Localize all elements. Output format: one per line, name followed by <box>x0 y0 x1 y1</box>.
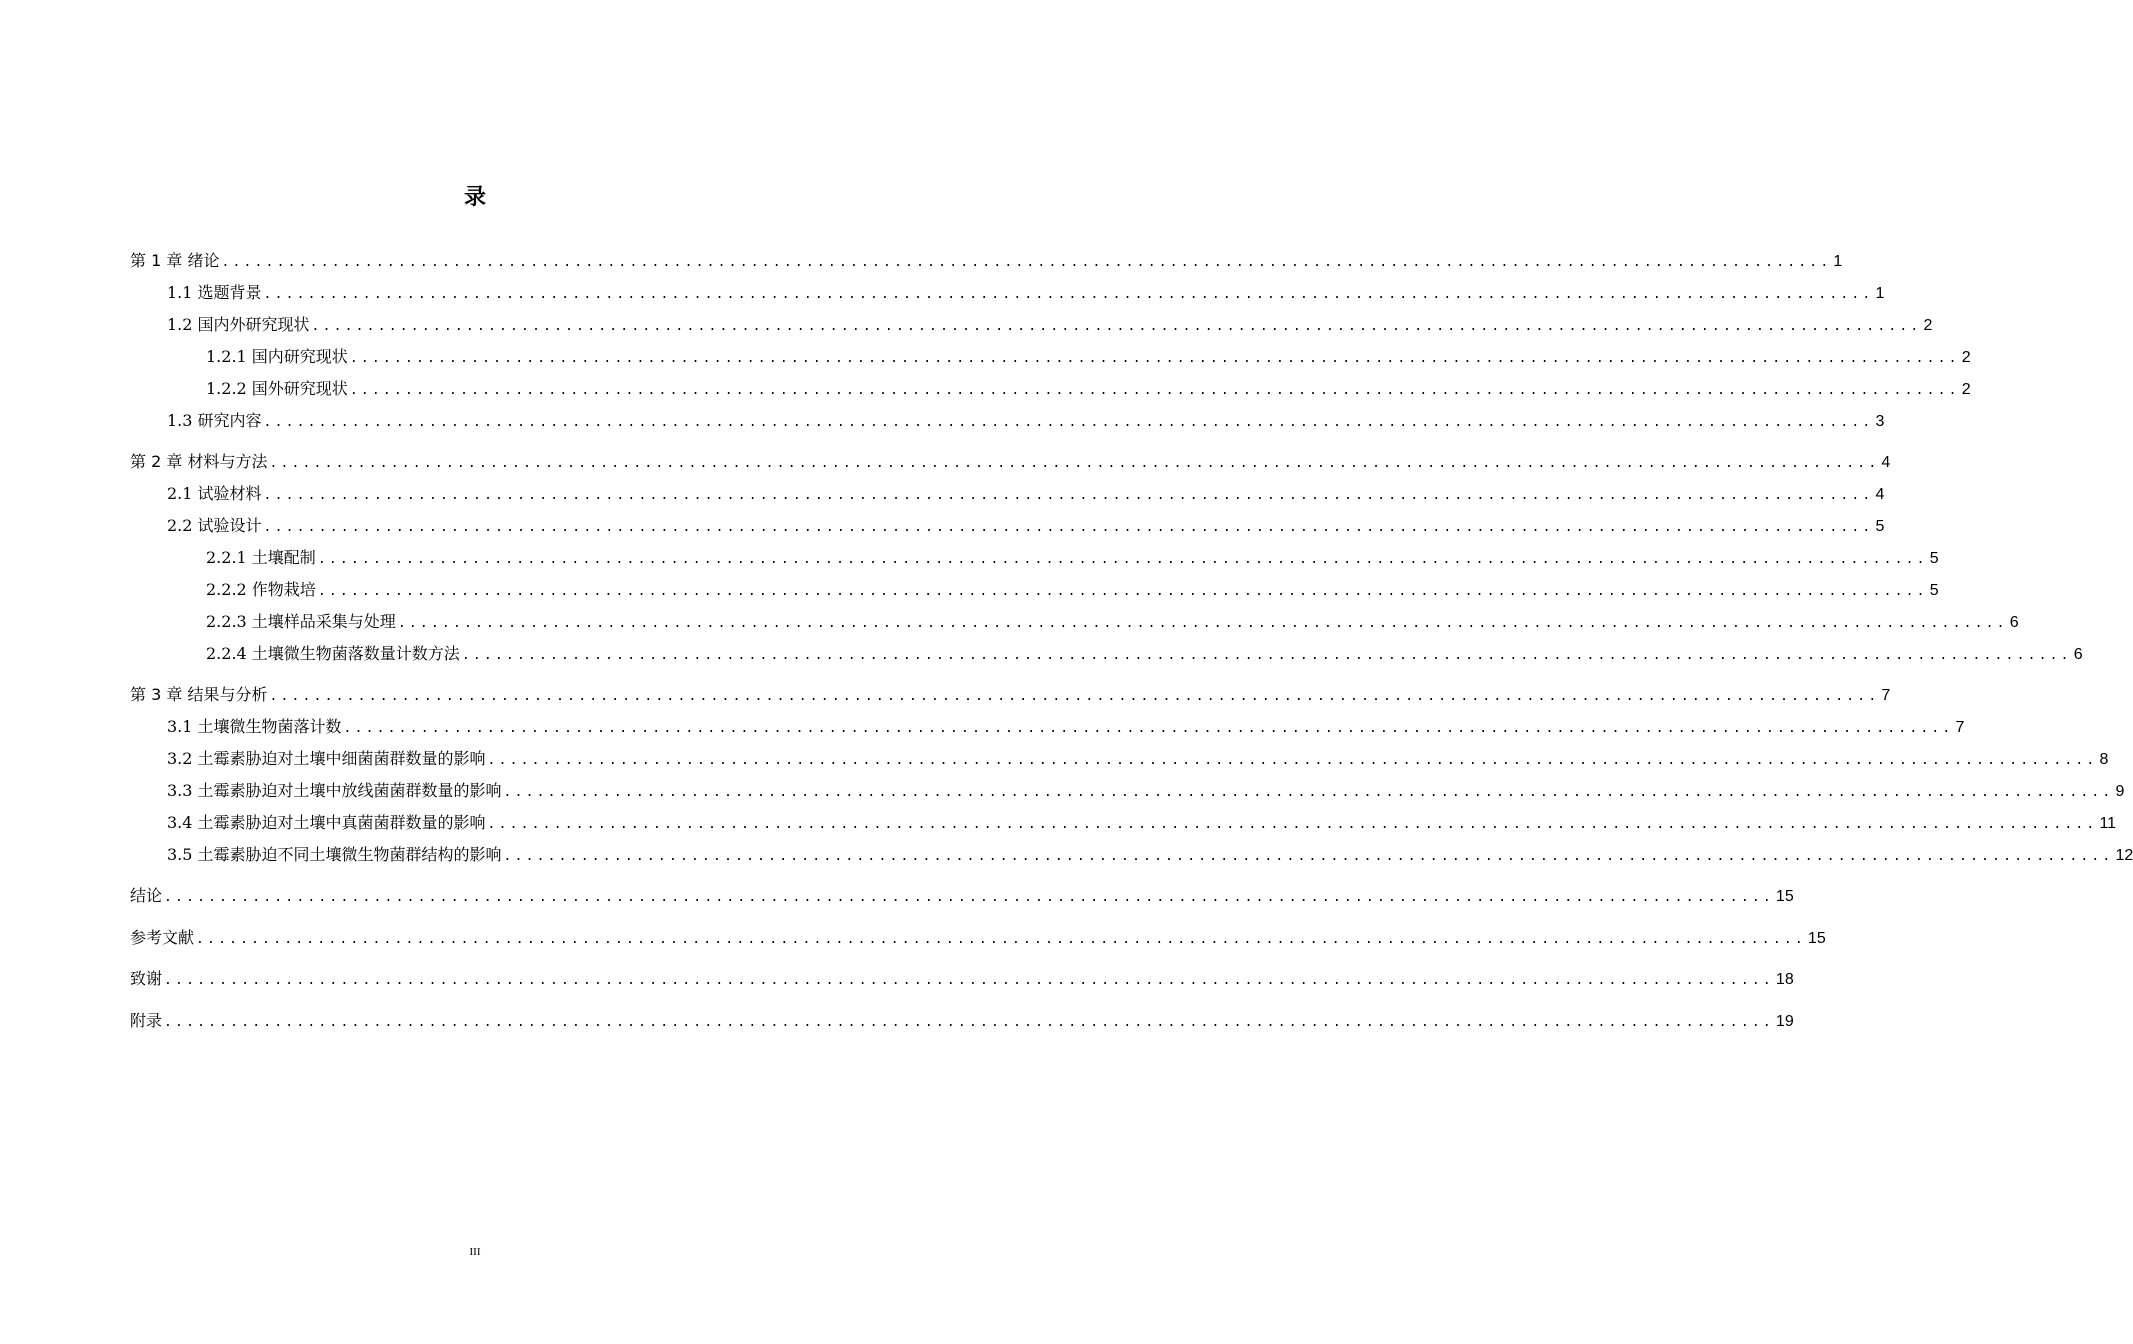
toc-entry[interactable] <box>130 682 1891 706</box>
toc-leader-dots: .................................................................................................................................................. <box>349 383 1960 398</box>
toc-entry-label: 2.2.2 作物栽培 <box>206 580 316 599</box>
toc-leader-dots: .................................................................................................................................................. <box>164 1015 1774 1030</box>
toc-entry-label: 3.2 土霉素胁迫对土壤中细菌菌群数量的影响 <box>167 749 486 768</box>
toc-entry[interactable] <box>167 810 2117 834</box>
toc-entry-page: 6 <box>2009 614 2019 631</box>
toc-entry-page: 6 <box>2073 646 2083 663</box>
toc-entry-label: 3.5 土霉素胁迫不同土壤微生物菌群结构的影响 <box>167 845 502 864</box>
toc-entry-page: 5 <box>1875 518 1885 535</box>
toc-entry-page: 18 <box>1775 971 1794 988</box>
toc-entry[interactable] <box>130 248 1843 272</box>
toc-entry[interactable] <box>167 842 2133 866</box>
toc-leader-dots: .................................................................................................................................................. <box>349 351 1960 366</box>
toc-leader-dots: .................................................................................................................................................. <box>164 890 1774 905</box>
toc-entry-label: 参考文献 <box>130 928 195 947</box>
toc-entry-page: 19 <box>1775 1013 1794 1030</box>
toc-entry-page: 4 <box>1881 454 1891 471</box>
toc-leader-dots: .................................................................................................................................................. <box>269 689 1880 704</box>
toc-entry[interactable] <box>167 312 1933 336</box>
toc-entry-page: 11 <box>2099 815 2117 832</box>
toc-leader-dots: .................................................................................................................................................. <box>503 785 2114 800</box>
toc-leader-dots: .................................................................................................................................................. <box>461 648 2072 663</box>
toc-entry-label: 第 3 章 结果与分析 <box>130 685 268 704</box>
toc-entry[interactable] <box>206 641 2083 665</box>
toc-entry[interactable] <box>167 280 1885 304</box>
toc-entry-label: 2.2.1 土壤配制 <box>206 548 316 567</box>
toc-entry[interactable] <box>130 925 1826 949</box>
toc-entry[interactable] <box>130 966 1794 990</box>
toc-entry-label: 1.2 国内外研究现状 <box>167 315 310 334</box>
toc-leader-dots: .................................................................................................................................................. <box>164 973 1774 988</box>
toc-entry-page: 15 <box>1775 888 1794 905</box>
toc-entry-label: 1.1 选题背景 <box>167 283 262 302</box>
toc-entry[interactable] <box>206 545 1939 569</box>
toc-entry[interactable] <box>206 344 1971 368</box>
toc-entry[interactable] <box>167 746 2109 770</box>
toc-entry-label: 2.1 试验材料 <box>167 484 262 503</box>
toc-entry-page: 8 <box>2099 751 2109 768</box>
toc-entry-page: 1 <box>1875 285 1885 302</box>
toc-leader-dots: .................................................................................................................................................. <box>487 753 2098 768</box>
toc-entry-page: 7 <box>1881 687 1891 704</box>
toc-entry-label: 1.2.2 国外研究现状 <box>206 379 348 398</box>
toc-entry-page: 1 <box>1833 253 1843 270</box>
toc-entry[interactable] <box>167 408 1885 432</box>
toc-leader-dots: .................................................................................................................................................. <box>263 415 1874 430</box>
toc-entry-page: 5 <box>1929 582 1939 599</box>
toc-entry-page: 7 <box>1955 719 1965 736</box>
toc-entry[interactable] <box>206 609 2019 633</box>
toc-entry-label: 2.2 试验设计 <box>167 516 262 535</box>
toc-entry-label: 第 2 章 材料与方法 <box>130 452 268 471</box>
toc-entry-page: 12 <box>2115 847 2133 864</box>
toc-leader-dots: .................................................................................................................................................. <box>196 932 1806 947</box>
toc-entry-label: 2.2.4 土壤微生物菌落数量计数方法 <box>206 644 460 663</box>
toc-leader-dots: .................................................................................................................................................. <box>343 721 1954 736</box>
toc-entry-page: 4 <box>1875 486 1885 503</box>
toc-entry-page: 3 <box>1875 413 1885 430</box>
toc-leader-dots: .................................................................................................................................................. <box>397 616 2008 631</box>
toc-leader-dots: .................................................................................................................................................. <box>263 520 1874 535</box>
toc-entry[interactable] <box>167 513 1885 537</box>
toc-entry-label: 1.2.1 国内研究现状 <box>206 347 348 366</box>
toc-entry-page: 2 <box>1961 381 1971 398</box>
toc-entry[interactable] <box>130 883 1794 907</box>
toc-entry[interactable] <box>206 376 1971 400</box>
toc-entry[interactable] <box>206 577 1939 601</box>
toc-entry-label: 附录 <box>130 1011 163 1030</box>
toc-leader-dots: .................................................................................................................................................. <box>311 319 1922 334</box>
toc-entry[interactable] <box>130 1008 1794 1032</box>
toc-leader-dots: .................................................................................................................................................. <box>317 584 1928 599</box>
toc-entry-label: 3.4 土霉素胁迫对土壤中真菌菌群数量的影响 <box>167 813 486 832</box>
toc-entry-label: 第 1 章 绪论 <box>130 251 220 270</box>
toc-entry-label: 2.2.3 土壤样品采集与处理 <box>206 612 396 631</box>
toc-entry-label: 致谢 <box>130 969 163 988</box>
toc-entry[interactable] <box>130 449 1891 473</box>
page-number-footer: III <box>469 1246 481 1258</box>
page-title: 录 <box>463 185 486 210</box>
toc-leader-dots: .................................................................................................................................................. <box>317 552 1928 567</box>
toc-entry-label: 3.1 土壤微生物菌落计数 <box>167 717 342 736</box>
toc-leader-dots: .................................................................................................................................................. <box>263 287 1874 302</box>
toc-leader-dots: .................................................................................................................................................. <box>269 456 1880 471</box>
toc-entry-label: 1.3 研究内容 <box>167 411 262 430</box>
toc-leader-dots: .................................................................................................................................................. <box>503 849 2114 864</box>
toc-leader-dots: .................................................................................................................................................. <box>263 488 1874 503</box>
toc-entry-page: 5 <box>1929 550 1939 567</box>
toc-entry[interactable] <box>167 714 1965 738</box>
toc-entry-page: 15 <box>1807 930 1826 947</box>
toc-leader-dots: .................................................................................................................................................. <box>487 817 2098 832</box>
toc-entry[interactable] <box>167 778 2125 802</box>
toc-entry-page: 2 <box>1961 349 1971 366</box>
toc-entry-label: 结论 <box>130 886 163 905</box>
toc-leader-dots: .................................................................................................................................................. <box>221 255 1832 270</box>
toc-entry-page: 2 <box>1923 317 1933 334</box>
toc-entry-label: 3.3 土霉素胁迫对土壤中放线菌菌群数量的影响 <box>167 781 502 800</box>
toc-entry-page: 9 <box>2115 783 2125 800</box>
toc-entry[interactable] <box>167 481 1885 505</box>
